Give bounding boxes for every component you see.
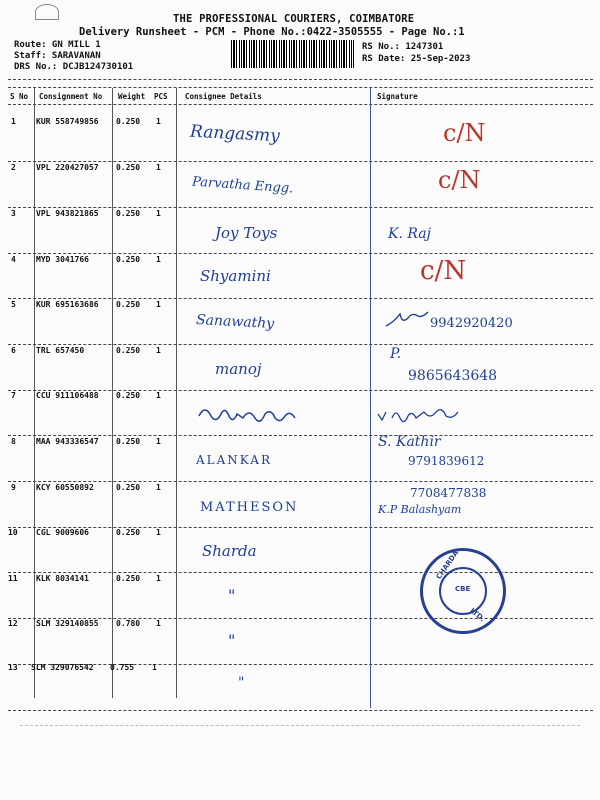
rs-date: RS Date: 25-Sep-2023 [362, 54, 471, 64]
row-separator [8, 298, 593, 299]
col-consignee: Consignee Details [185, 92, 262, 101]
company-logo [35, 4, 59, 20]
row-separator [8, 572, 593, 573]
column-divider [34, 88, 35, 698]
column-divider [176, 88, 177, 698]
header-rule [8, 79, 593, 80]
drs-number: DRS No.: DCJB124730101 [14, 62, 134, 72]
row-weight: 0.250 [116, 117, 141, 126]
row-sno: 11 [8, 574, 18, 583]
handwritten-consignee: ALANKAR [196, 453, 272, 467]
handwritten-consignee: manoj [215, 360, 262, 378]
signature: P. [390, 346, 402, 362]
company-title: THE PROFESSIONAL COURIERS, COIMBATORE [173, 13, 415, 25]
signature-cn: c/N [438, 166, 481, 194]
stamp-text: LTD. [468, 606, 487, 624]
signature: K. Raj [388, 226, 431, 242]
signature: K.P Balashyam [378, 503, 462, 516]
handwritten-consignee: " [228, 631, 236, 650]
stamp-text: CBE [455, 585, 471, 593]
row-weight: 0.250 [116, 346, 141, 355]
signature-scribble [384, 306, 430, 334]
row-sno: 8 [11, 437, 16, 446]
staff-label: Staff: SARAVANAN [14, 51, 101, 61]
header-rule [8, 87, 593, 88]
row-consignment: KUR 695163686 [36, 300, 99, 309]
handwritten-consignee: Sanawathy [195, 311, 275, 333]
row-weight: 0.250 [116, 209, 141, 218]
row-consignment: VPL 220427057 [36, 163, 99, 172]
row-pcs: 1 [156, 255, 161, 264]
company-seal-stamp [420, 548, 506, 634]
row-pcs: 1 [156, 483, 161, 492]
row-weight: 0.250 [116, 574, 141, 583]
row-sno: 1 [11, 117, 16, 126]
row-pcs: 1 [156, 391, 161, 400]
row-consignment: SLM 329140855 [36, 619, 99, 628]
column-divider [370, 88, 371, 708]
row-separator [8, 253, 593, 254]
row-weight: 0.250 [116, 437, 141, 446]
handwritten-scribble [196, 402, 306, 426]
row-weight: 0.250 [116, 391, 141, 400]
row-consignment: TRL 657450 [36, 346, 85, 355]
signature: S. Kathir [378, 434, 441, 450]
row-consignment: KCY 60550892 [36, 483, 94, 492]
signature-cn: c/N [443, 119, 486, 147]
row-weight: 0.250 [116, 483, 141, 492]
row-sno: 7 [11, 391, 16, 400]
row-consignment: SLM 329076542 [31, 663, 94, 672]
signature-phone: 9791839612 [408, 454, 485, 468]
handwritten-consignee: Rangasmy [189, 121, 281, 147]
row-sno: 9 [11, 483, 16, 492]
handwritten-consignee: Shyamini [200, 267, 271, 285]
row-weight: 0.250 [116, 528, 141, 537]
row-sno: 4 [11, 255, 16, 264]
row-weight: 0.755 [110, 663, 135, 672]
row-consignment: CGL 9009606 [36, 528, 89, 537]
row-consignment: MYD 3041766 [36, 255, 89, 264]
row-separator [8, 481, 593, 482]
header-rule [8, 104, 593, 105]
handwritten-consignee: MATHESON [200, 500, 299, 515]
row-consignment: KLK 8034141 [36, 574, 89, 583]
row-sno: 3 [11, 209, 16, 218]
signature-cn: c/N [420, 256, 467, 286]
signature-scribble [376, 404, 476, 426]
handwritten-consignee: " [238, 675, 245, 691]
handwritten-consignee: Joy Toys [215, 224, 278, 242]
row-weight: 0.250 [116, 255, 141, 264]
runsheet-subtitle: Delivery Runsheet - PCM - Phone No.:0422-3505555 - Page No.:1 [79, 26, 465, 38]
stamp-text: CHARDA [434, 549, 461, 581]
row-sno: 12 [8, 619, 18, 628]
col-pcs: PCS [154, 92, 168, 101]
row-pcs: 1 [156, 209, 161, 218]
col-sno: S No [10, 92, 29, 101]
row-sno: 13 [8, 663, 18, 672]
row-sno: 10 [8, 528, 18, 537]
row-pcs: 1 [156, 300, 161, 309]
handwritten-consignee: Parvatha Engg. [191, 174, 294, 197]
row-consignment: MAA 943336547 [36, 437, 99, 446]
signature-phone: 9942920420 [430, 316, 513, 331]
handwritten-consignee: " [228, 586, 236, 605]
row-weight: 0.250 [116, 300, 141, 309]
row-weight: 0.780 [116, 619, 141, 628]
row-sno: 6 [11, 346, 16, 355]
row-pcs: 1 [152, 663, 157, 672]
barcode [231, 40, 354, 68]
signature-phone: 9865643648 [408, 368, 498, 384]
row-pcs: 1 [156, 163, 161, 172]
handwritten-consignee: Sharda [202, 542, 257, 560]
row-sno: 2 [11, 163, 16, 172]
row-pcs: 1 [156, 619, 161, 628]
row-separator [8, 664, 593, 665]
scan-artifact [20, 725, 580, 726]
row-sno: 5 [11, 300, 16, 309]
column-divider [112, 88, 113, 698]
row-separator [8, 527, 593, 528]
row-pcs: 1 [156, 574, 161, 583]
row-pcs: 1 [156, 528, 161, 537]
row-weight: 0.250 [116, 163, 141, 172]
route-label: Route: GN MILL 1 [14, 40, 101, 50]
col-signature: Signature [377, 92, 418, 101]
row-separator [8, 161, 593, 162]
col-consignment: Consignment No [39, 92, 103, 101]
row-separator [8, 207, 593, 208]
row-consignment: KUR 558749856 [36, 117, 99, 126]
row-separator [8, 344, 593, 345]
row-separator [8, 435, 593, 436]
row-consignment: CCU 911106488 [36, 391, 99, 400]
row-separator [8, 710, 593, 711]
rs-number: RS No.: 1247301 [362, 42, 444, 52]
row-pcs: 1 [156, 346, 161, 355]
signature-phone: 7708477838 [410, 486, 487, 500]
row-pcs: 1 [156, 437, 161, 446]
row-consignment: VPL 943821865 [36, 209, 99, 218]
row-pcs: 1 [156, 117, 161, 126]
col-weight: Weight [118, 92, 146, 101]
